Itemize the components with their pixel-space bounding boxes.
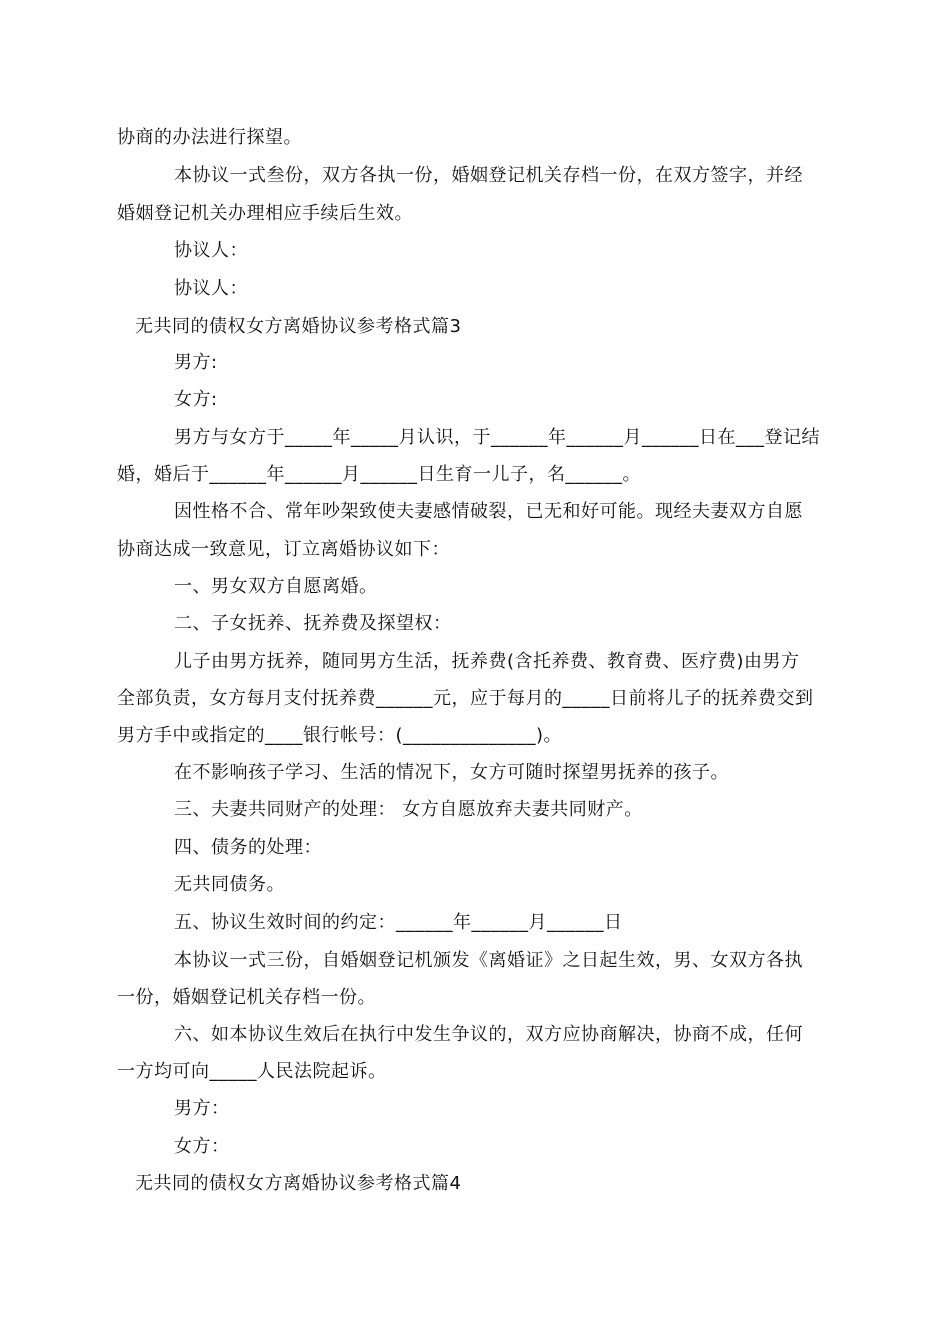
- paragraph-line: 本协议一式三份，自婚姻登记机颁发《离婚证》之日起生效，男、女双方各执: [174, 950, 803, 971]
- paragraph-line: 因性格不合、常年吵架致使夫妻感情破裂，已无和好可能。现经夫妻双方自愿: [174, 501, 803, 522]
- paragraph-line: 本协议一式叁份，双方各执一份，婚姻登记机关存档一份，在双方签字，并经: [174, 165, 803, 186]
- paragraph-line: 儿子由男方抚养，随同男方生活，抚养费(含托养费、教育费、医疗费)由男方: [174, 651, 800, 672]
- section-heading: 无共同的债权女方离婚协议参考格式篇3: [135, 316, 462, 337]
- clause-line: 二、子女抚养、抚养费及探望权：: [174, 613, 452, 634]
- paragraph-line: 协商的办法进行探望。: [117, 127, 302, 148]
- paragraph-line: 在不影响孩子学习、生活的情况下，女方可随时探望男抚养的孩子。: [174, 762, 729, 783]
- clause-line: 六、如本协议生效后在执行中发生争议的，双方应协商解决，协商不成，任何: [174, 1024, 803, 1045]
- signature-line: 男方：: [174, 1098, 230, 1119]
- party-line: 女方:: [174, 389, 218, 410]
- paragraph-line: 协商达成一致意见，订立离婚协议如下：: [117, 539, 450, 560]
- signature-line: 协议人：: [174, 278, 248, 299]
- clause-line: 一、男女双方自愿离婚。: [174, 576, 378, 597]
- clause-line: 四、债务的处理：: [174, 837, 322, 858]
- paragraph-line: 一份，婚姻登记机关存档一份。: [117, 987, 376, 1008]
- paragraph-line: 婚，婚后于______年______月______日生育一儿子，名______。: [117, 464, 641, 485]
- paragraph-line: 男方与女方于_____年_____月认识，于______年______月______日在___登记结: [174, 427, 820, 448]
- section-heading: 无共同的债权女方离婚协议参考格式篇4: [135, 1173, 462, 1194]
- paragraph-line: 全部负责，女方每月支付抚养费______元，应于每月的_____日前将儿子的抚养费交到: [117, 688, 814, 709]
- signature-line: 协议人：: [174, 240, 248, 261]
- clause-line: 三、夫妻共同财产的处理： 女方自愿放弃夫妻共同财产。: [174, 799, 643, 820]
- paragraph-line: 无共同债务。: [174, 874, 285, 895]
- paragraph-line: 一方均可向_____人民法院起诉。: [117, 1061, 387, 1082]
- clause-line: 五、协议生效时间的约定：______年______月______日: [174, 912, 623, 933]
- paragraph-line: 男方手中或指定的____银行帐号：(______________)。: [117, 725, 563, 746]
- party-line: 男方:: [174, 352, 218, 373]
- paragraph-line: 婚姻登记机关办理相应手续后生效。: [117, 203, 413, 224]
- signature-line: 女方：: [174, 1136, 230, 1157]
